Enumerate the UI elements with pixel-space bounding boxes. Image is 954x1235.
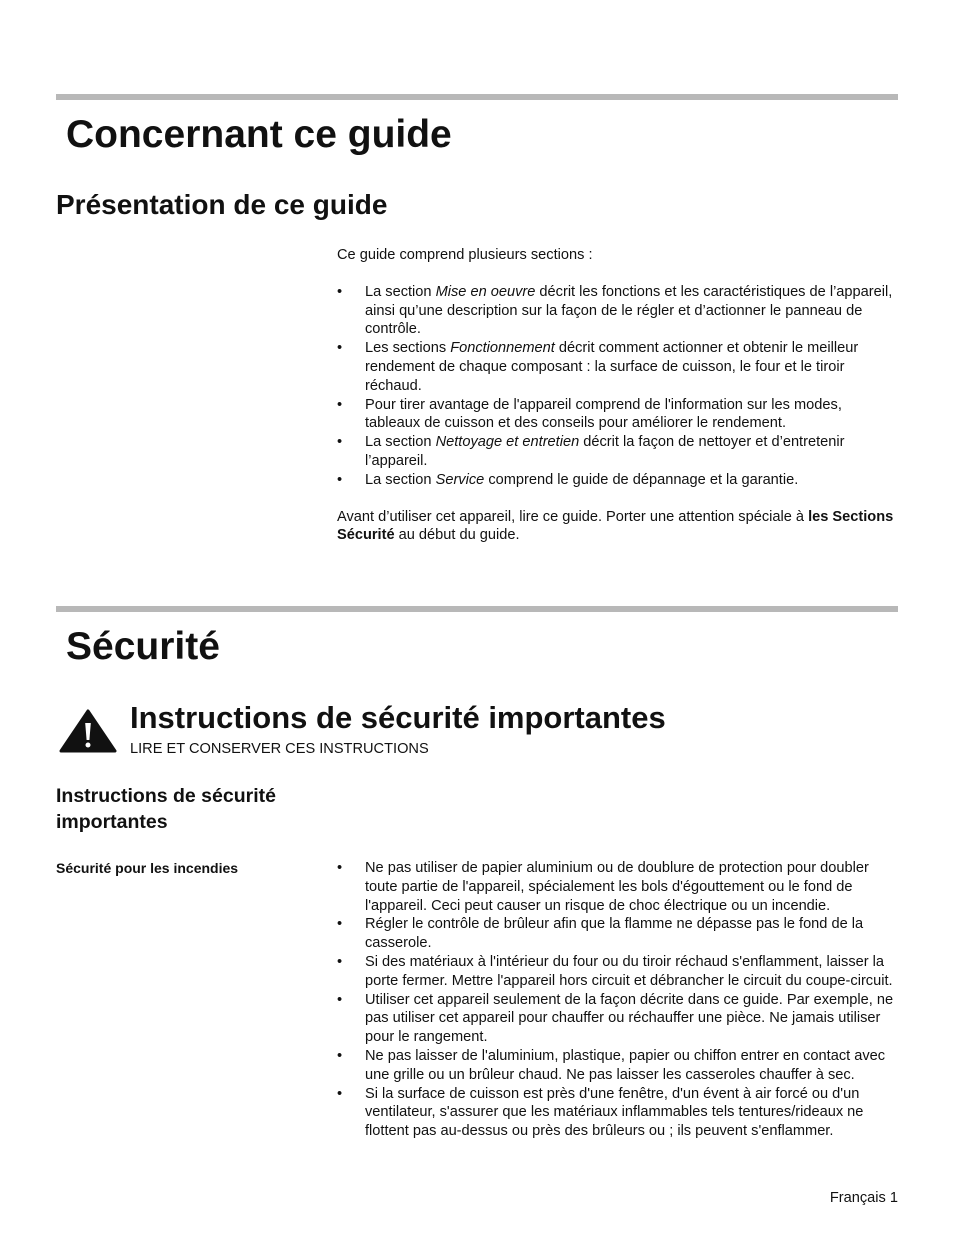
bullet-icon: • [337, 1085, 343, 1102]
safety-note: Avant d’utiliser cet appareil, lire ce guide. Porter une attention spéciale à les Sections Sécurité au début du guide. [337, 508, 894, 544]
section-divider-safety [56, 606, 898, 612]
bullet-icon: • [337, 471, 343, 488]
section-divider-top [56, 94, 898, 100]
read-and-save-notice: LIRE ET CONSERVER CES INSTRUCTIONS [130, 741, 429, 757]
list-item: • Si des matériaux à l'intérieur du four ou du tiroir réchaud s'enflamment, laisser la porte fermer. Mettre l'appareil hors circuit et débrancher le circuit du coupe-circuit. [337, 953, 893, 989]
section-subtitle: Présentation de ce guide [56, 189, 388, 220]
bullet-icon: • [337, 916, 343, 933]
list-item: • Régler le contrôle de brûleur afin que la flamme ne dépasse pas le fond de la casserole. [337, 916, 864, 952]
safety-instructions-heading: Instructions de sécurité importantes [56, 785, 276, 833]
bullet-icon: • [337, 396, 343, 413]
fire-safety-list-container [337, 859, 899, 1141]
page-title: Concernant ce guide [66, 113, 452, 156]
intro-text: Ce guide comprend plusieurs sections : [337, 247, 593, 263]
list-item: • Ne pas laisser de l'aluminium, plastique, papier ou chiffon entrer en contact avec une grille ou un brûleur chaud. Ne pas laisser les casseroles chauffer à sec. [337, 1047, 886, 1083]
list-item: • La section Nettoyage et entretien décrit la façon de nettoyer et d’entretenir l’appareil. [337, 434, 845, 469]
fire-safety-list [337, 859, 899, 1141]
bullet-icon: • [337, 991, 343, 1008]
list-item: • La section Service comprend le guide de dépannage et la garantie. [337, 471, 799, 488]
page-footer: Français 1 [829, 1190, 898, 1206]
safety-subtitle: Instructions de sécurité importantes [130, 700, 666, 735]
bullet-icon: • [337, 953, 343, 970]
section-list [337, 283, 899, 490]
list-item: • Ne pas utiliser de papier aluminium ou de doublure de protection pour doubler toute partie de l'appareil, spécialement les bols d'égouttement ou le fond de l'appareil. Ceci peut causer un risque de choc électrique ou un incendie. [337, 860, 869, 914]
list-item: • La section Mise en oeuvre décrit les fonctions et les caractéristiques de l’appareil, ainsi qu’une description sur la façon de le régler et d’actionner le panneau de contrôle. [337, 283, 893, 338]
list-item: • Pour tirer avantage de l'appareil comprend de l'information sur les modes, tableaux de cuisson et des conseils pour améliorer le rendement. [337, 396, 842, 432]
list-item: • Si la surface de cuisson est près d'une fenêtre, d'un évent à air forcé ou d'un ventilateur, s'assurer que les matériaux inflammables tels tentures/rideaux ne flottent pas au-dessus ou près des brûleurs ou ; ils peuvent s'enflammer. [337, 1085, 864, 1140]
fire-safety-heading: Sécurité pour les incendies [56, 860, 239, 876]
bullet-icon: • [337, 860, 343, 876]
guide-overview [337, 246, 899, 545]
bullet-icon: • [337, 1047, 343, 1064]
bullet-icon: • [337, 434, 343, 451]
warning-triangle-icon [58, 708, 118, 754]
bullet-icon: • [337, 283, 343, 300]
bullet-icon: • [337, 340, 343, 357]
list-item: • Les sections Fonctionnement décrit comment actionner et obtenir le meilleur rendement de chaque composant : la surface de cuisson, le four et le tiroir réchaud. [337, 340, 859, 394]
safety-title: Sécurité [66, 625, 220, 668]
list-item: • Utiliser cet appareil seulement de la façon décrite dans ce guide. Par exemple, ne pas utiliser cet appareil pour chauffer ou réchauffer une pièce. Ne jamais utiliser pour le rangement. [337, 991, 894, 1046]
